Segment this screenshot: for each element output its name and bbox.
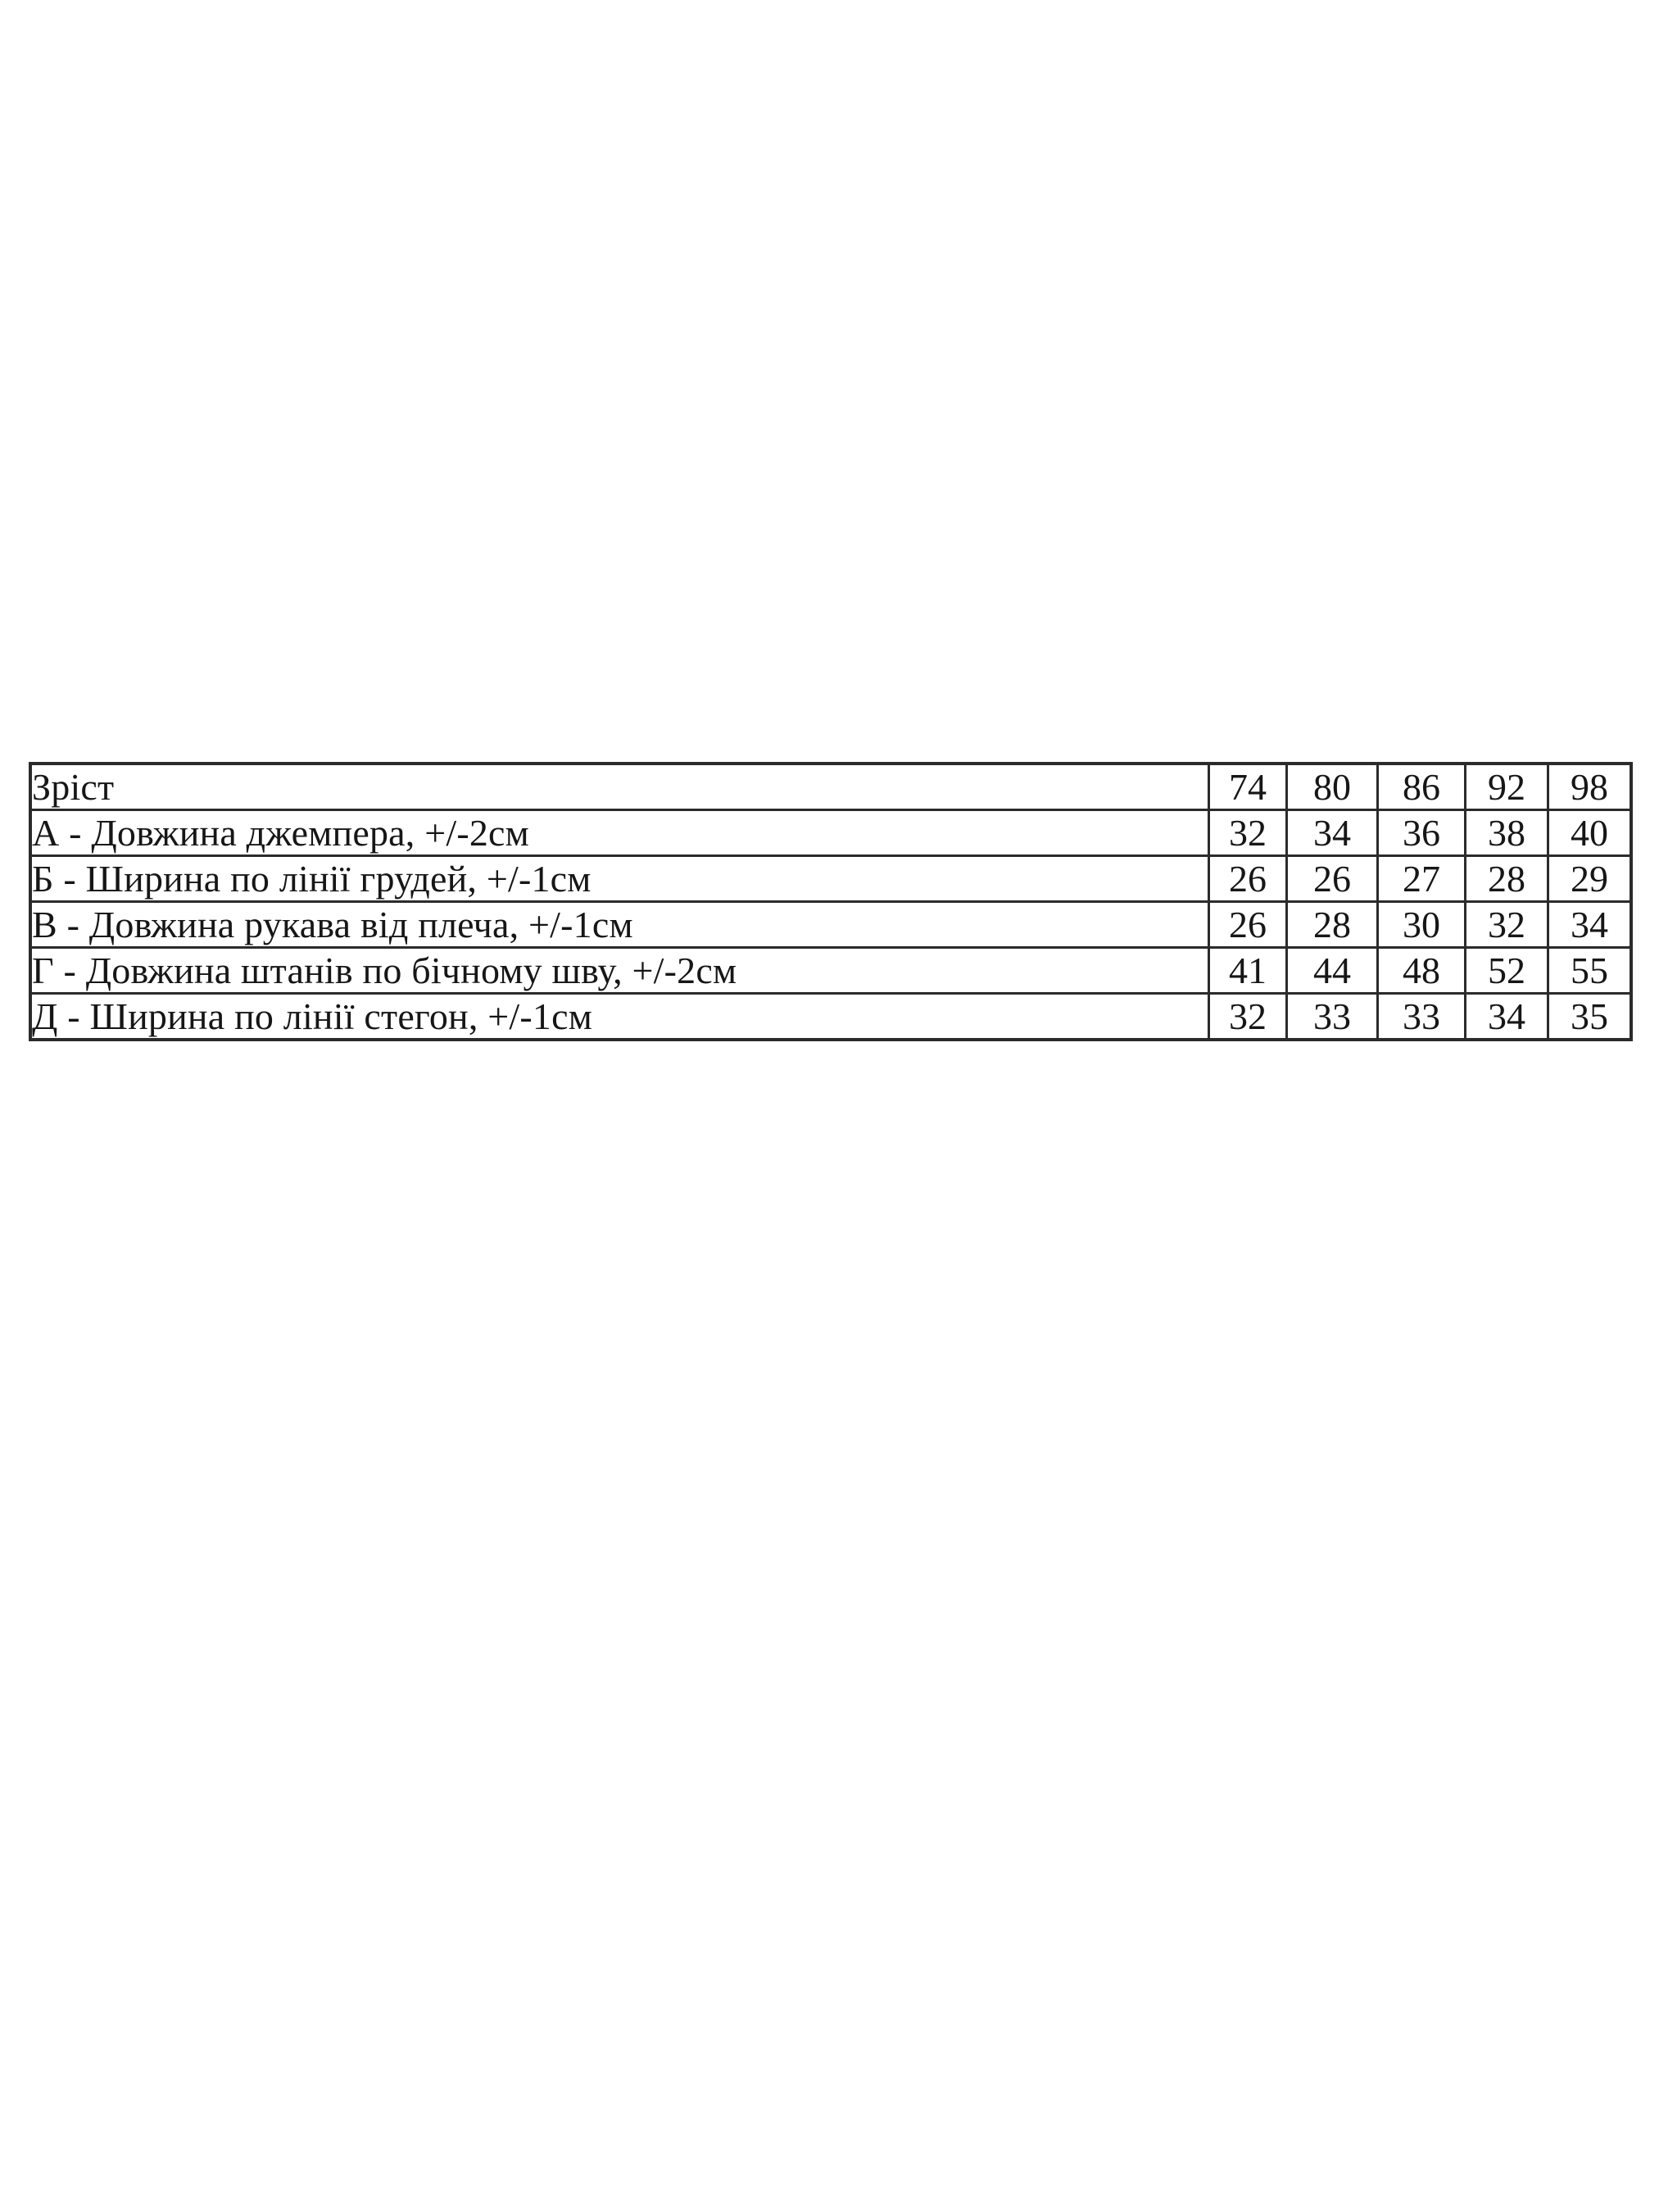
cell-value: 27 (1378, 856, 1466, 902)
cell-value: 36 (1378, 810, 1466, 856)
cell-value: 34 (1466, 994, 1548, 1040)
size-chart-table (29, 762, 1633, 1041)
header-size-74: 74 (1209, 764, 1287, 810)
cell-value: 28 (1287, 902, 1378, 948)
row-label-chest-width: Б - Ширина по лінії грудей, +/-1см (30, 856, 1209, 902)
row-label-hip-width: Д - Ширина по лінії стегон, +/-1см (30, 994, 1209, 1040)
cell-value: 33 (1287, 994, 1378, 1040)
table-row (30, 948, 1631, 994)
cell-value: 33 (1378, 994, 1466, 1040)
row-label-height: Зріст (30, 764, 1209, 810)
cell-value: 38 (1466, 810, 1548, 856)
cell-value: 35 (1548, 994, 1632, 1040)
cell-value: 41 (1209, 948, 1287, 994)
cell-value: 29 (1548, 856, 1632, 902)
cell-value: 26 (1287, 856, 1378, 902)
cell-value: 30 (1378, 902, 1466, 948)
cell-value: 32 (1209, 994, 1287, 1040)
size-chart-container (29, 762, 1630, 1041)
table-row-header (30, 764, 1631, 810)
table-row (30, 902, 1631, 948)
cell-value: 34 (1287, 810, 1378, 856)
cell-value: 32 (1209, 810, 1287, 856)
cell-value: 52 (1466, 948, 1548, 994)
row-label-sleeve-length: В - Довжина рукава від плеча, +/-1см (30, 902, 1209, 948)
size-chart-body (30, 764, 1631, 1040)
cell-value: 55 (1548, 948, 1632, 994)
cell-value: 48 (1378, 948, 1466, 994)
table-row (30, 994, 1631, 1040)
cell-value: 26 (1209, 902, 1287, 948)
header-size-86: 86 (1378, 764, 1466, 810)
row-label-pants-side-length: Г - Довжина штанів по бічному шву, +/-2см (30, 948, 1209, 994)
header-size-80: 80 (1287, 764, 1378, 810)
header-size-98: 98 (1548, 764, 1632, 810)
row-label-sweater-length: А - Довжина джемпера, +/-2см (30, 810, 1209, 856)
cell-value: 26 (1209, 856, 1287, 902)
table-row (30, 810, 1631, 856)
table-row (30, 856, 1631, 902)
cell-value: 32 (1466, 902, 1548, 948)
cell-value: 34 (1548, 902, 1632, 948)
header-size-92: 92 (1466, 764, 1548, 810)
cell-value: 28 (1466, 856, 1548, 902)
cell-value: 44 (1287, 948, 1378, 994)
cell-value: 40 (1548, 810, 1632, 856)
